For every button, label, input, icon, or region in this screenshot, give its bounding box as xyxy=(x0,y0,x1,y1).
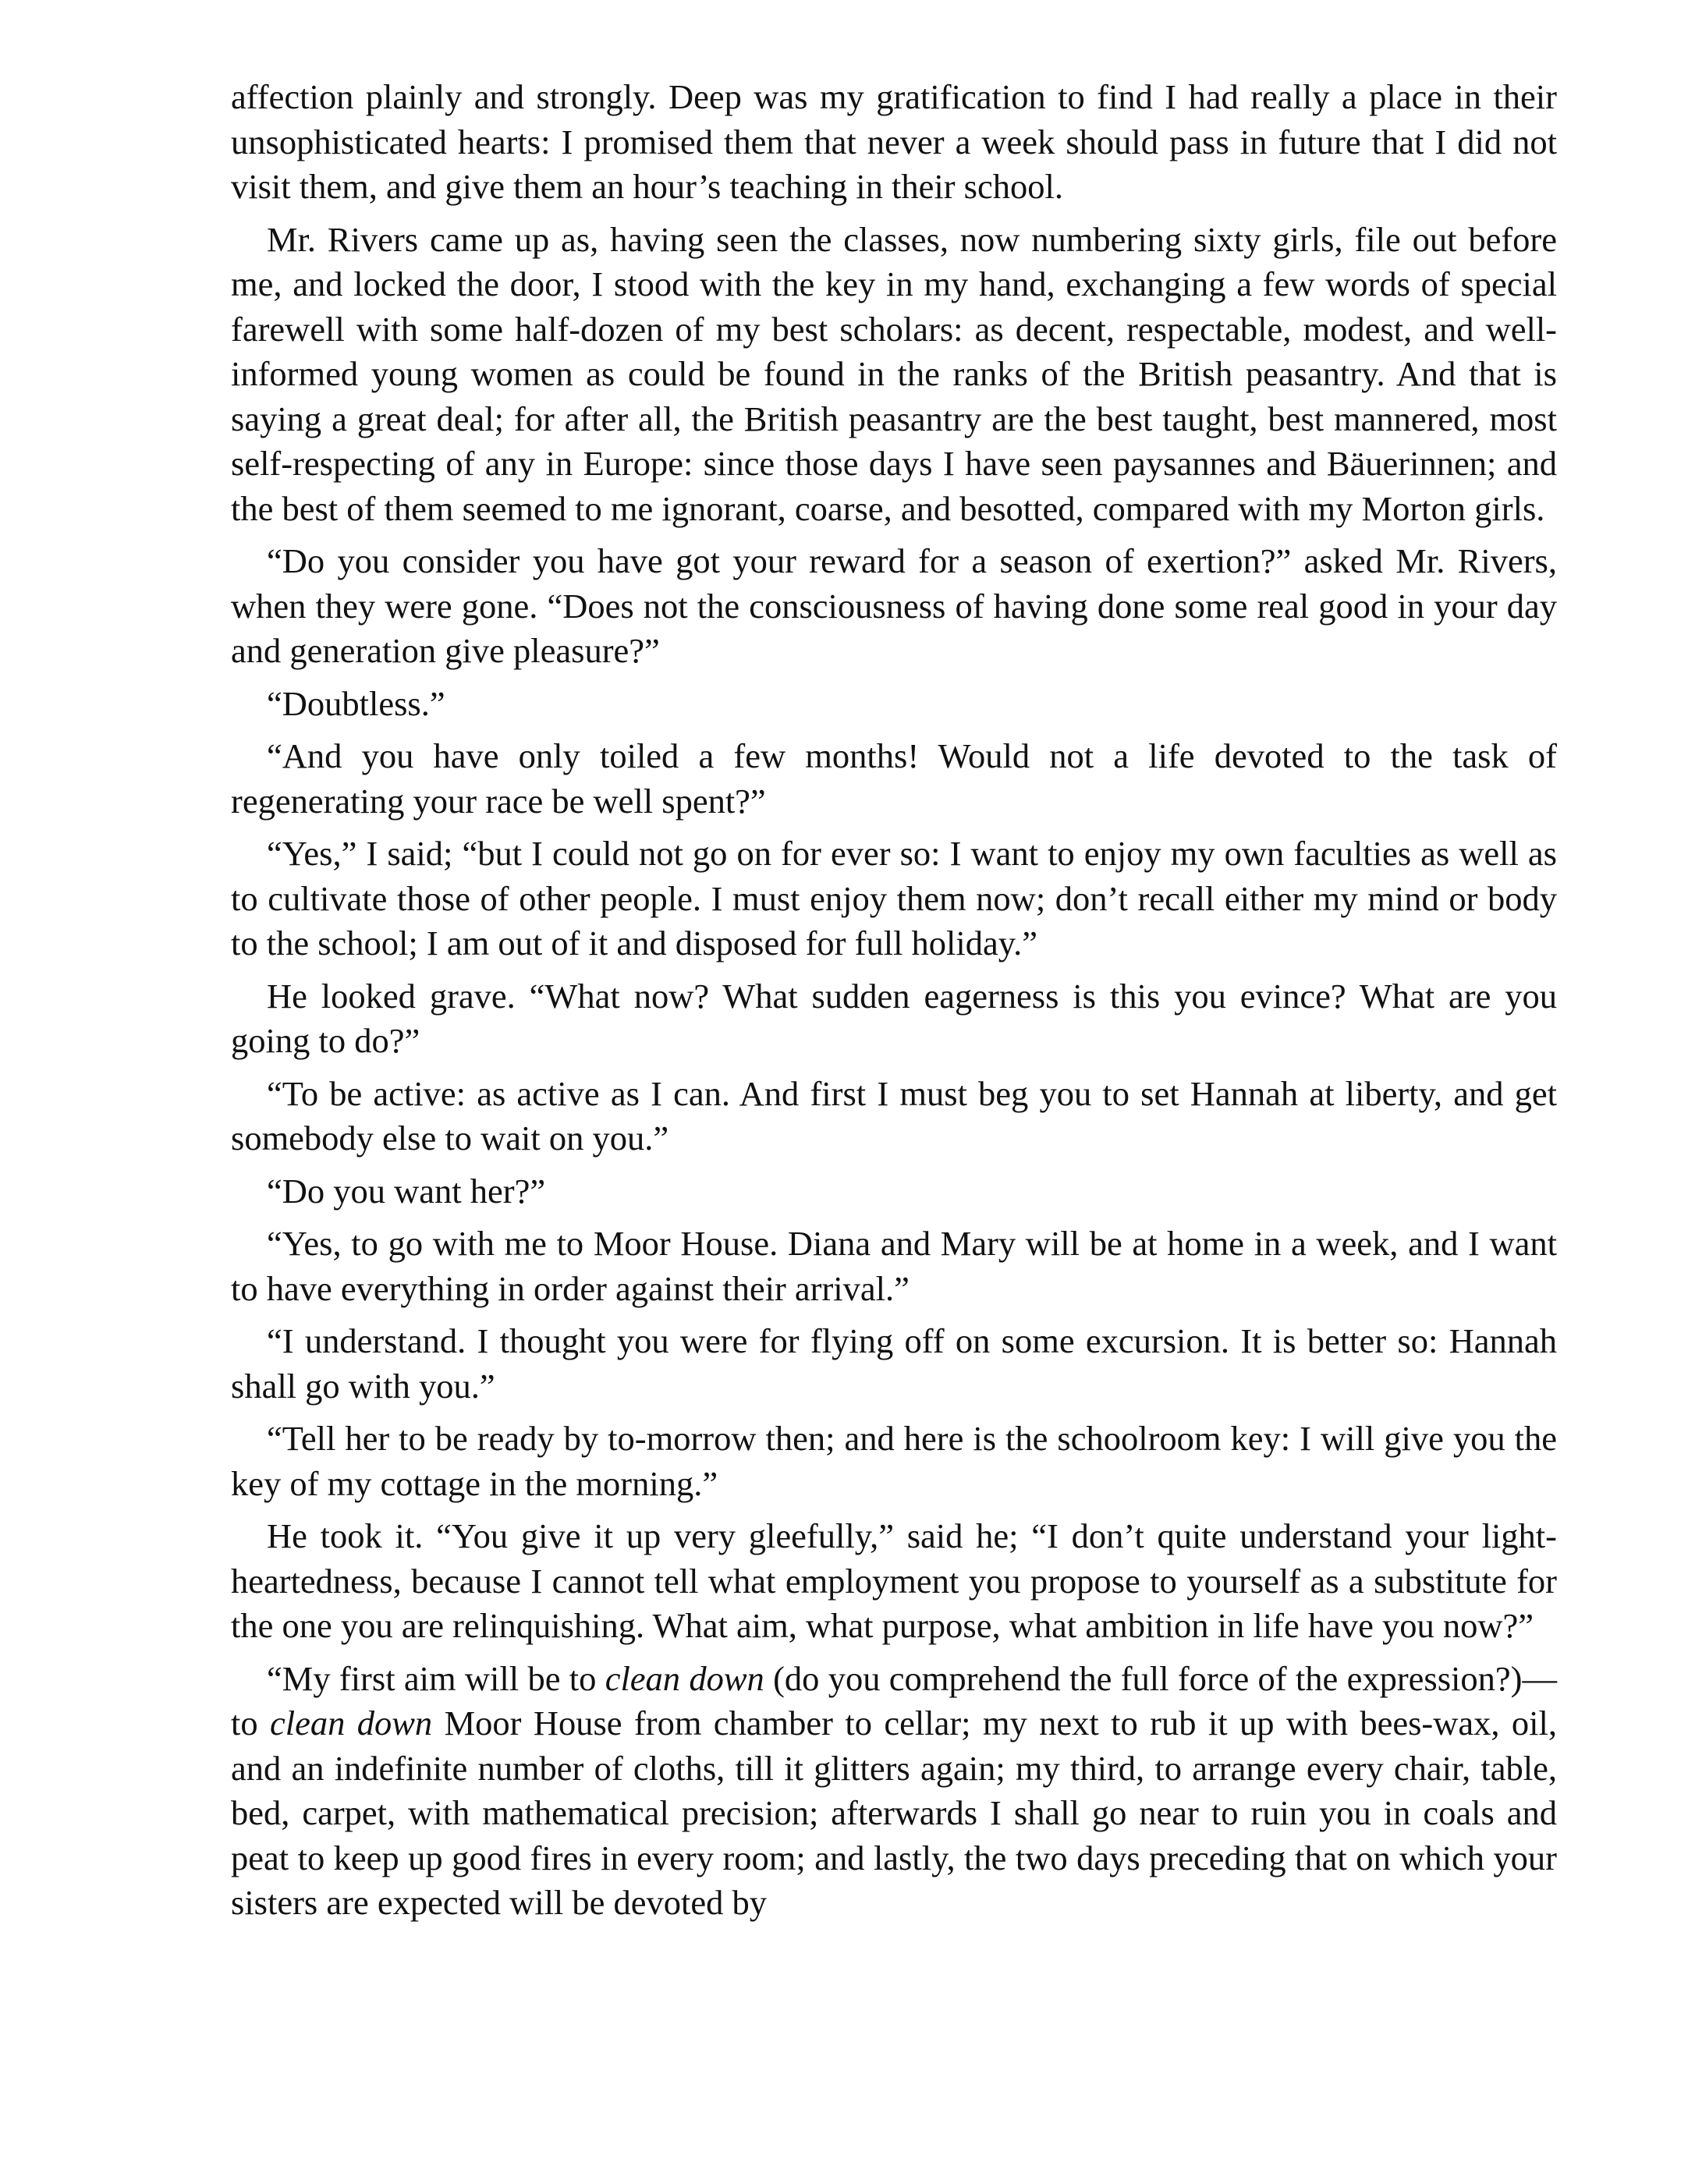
paragraph-text: He looked grave. “What now? What sudden eagerness is this you evince? What are you going to do?” xyxy=(231,976,1557,1060)
italic-text: clean down xyxy=(270,1704,433,1743)
paragraph-text: Moor House from chamber to cellar; my next to rub it up with bees-wax, oil, and an indefinite number of cloths, till it glitters again; my third, to arrange every chair, table, bed, carpet, with mathematical precision; afterwards I shall go near to ruin you in coals and peat to keep up good fires in every room; and lastly, the two days preceding that on which your sisters are expected will be devoted by xyxy=(231,1704,1557,1922)
paragraph-1 xyxy=(231,75,1557,210)
paragraph-2 xyxy=(231,218,1557,532)
paragraph-text: “I understand. I thought you were for flying off on some excursion. It is better so: Hannah shall go with you.” xyxy=(231,1321,1557,1406)
page-text xyxy=(231,75,1557,1934)
paragraph-6 xyxy=(231,831,1557,966)
paragraph-8 xyxy=(231,1072,1557,1161)
paragraph-4 xyxy=(231,682,1557,727)
paragraph-text: “And you have only toiled a few months! Would not a life devoted to the task of regenerating your race be well spent?” xyxy=(231,736,1557,821)
paragraph-5 xyxy=(231,734,1557,824)
paragraph-text: “Tell her to be ready by to-morrow then; and here is the schoolroom key: I will give you the key of my cottage in the morning.” xyxy=(231,1419,1557,1503)
paragraph-text: “Doubtless.” xyxy=(267,683,445,723)
paragraph-text: “My first aim will be to xyxy=(267,1658,605,1698)
paragraph-13 xyxy=(231,1514,1557,1649)
paragraph-text: “Do you want her?” xyxy=(267,1171,546,1211)
paragraph-text: “Yes, to go with me to Moor House. Diana and Mary will be at home in a week, and I want to have everything in order against their arrival.” xyxy=(231,1224,1557,1308)
paragraph-text: “Do you consider you have got your reward for a season of exertion?” asked Mr. Rivers, when they were gone. “Does not the consciousness of having done some real good in your day and generation give pleasure?” xyxy=(231,541,1557,670)
paragraph-text: affection plainly and strongly. Deep was my gratification to find I had really a place in their unsophisticated hearts: I promised them that never a week should pass in future that I did not visit them, and give them an hour’s teaching in their school. xyxy=(231,77,1557,206)
paragraph-text: “To be active: as active as I can. And first I must beg you to set Hannah at liberty, and get somebody else to wait on you.” xyxy=(231,1073,1557,1158)
paragraph-text: He took it. “You give it up very gleefully,” said he; “I don’t quite understand your light-heartedness, because I cannot tell what employment you propose to yourself as a substitute for the one you are relinquishing. What aim, what purpose, what ambition in life have you now?” xyxy=(231,1516,1557,1645)
paragraph-9 xyxy=(231,1169,1557,1214)
paragraph-14 xyxy=(231,1657,1557,1926)
paragraph-3 xyxy=(231,539,1557,674)
paragraph-text: (do you comprehend the full force of the expression?)—to xyxy=(231,1658,1557,1743)
paragraph-10 xyxy=(231,1221,1557,1311)
paragraph-7 xyxy=(231,974,1557,1064)
paragraph-11 xyxy=(231,1319,1557,1409)
paragraph-text: “Yes,” I said; “but I could not go on for ever so: I want to enjoy my own faculties as well as to cultivate those of other people. I must enjoy them now; don’t recall either my mind or body to the school; I am out of it and disposed for full holiday.” xyxy=(231,834,1557,963)
paragraph-text: Mr. Rivers came up as, having seen the classes, now numbering sixty girls, file out before me, and locked the door, I stood with the key in my hand, exchanging a few words of special farewell with some half-dozen of my best scholars: as decent, respectable, modest, and well-informed young women as could be found in the ranks of the British peasantry. And that is saying a great deal; for after all, the British peasantry are the best taught, best mannered, most self-respecting of any in Europe: since those days I have seen paysannes and Bäuerinnen; and the best of them seemed to me ignorant, coarse, and besotted, compared with my Morton girls. xyxy=(231,219,1557,528)
italic-text: clean down xyxy=(605,1658,764,1698)
paragraph-12 xyxy=(231,1416,1557,1506)
